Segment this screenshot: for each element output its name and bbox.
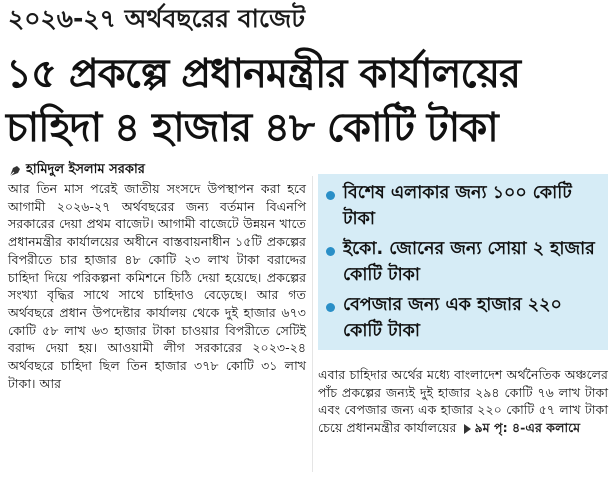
dot-bullet-icon bbox=[326, 191, 335, 200]
triangle-pointer-icon bbox=[464, 424, 471, 434]
article-body-right bbox=[318, 366, 608, 437]
body-paragraph-right bbox=[318, 366, 608, 437]
headline-line-2: চাহিদা ৪ হাজার ৪৮ কোটি টাকা bbox=[6, 105, 498, 151]
continuation-text: ৯ম পৃ: ৪-এর কলামে bbox=[474, 420, 581, 436]
highlight-item bbox=[318, 292, 608, 344]
dot-bullet-icon bbox=[326, 247, 335, 256]
highlight-text: ইকো. জোনের জন্য সোয়া ২ হাজার কোটি টাকা bbox=[343, 239, 595, 285]
body-paragraph-left: আর তিন মাস পরেই জাতীয় সংসদে উপস্থাপন করা হবে আগামী ২০২৬-২৭ অর্থবছরের জন্য বর্তমান বিএনপি সরকারের দেয়া প্রথম বাজেট। আগামী বাজেটে উন্নয়ন খাতে প্রধানমন্ত্রীর কার্যালয়ের অধীনে বাস্তবায়নাধীন ১৫টি প্রকল্পের বিপরীতে চার হাজার ৪৮ কোটি ২৩ লাখ টাকা বরাদ্দের চাহিদা দিয়ে পরিকল্পনা কমিশনে চিঠি দেয়া হয়েছে। প্রকল্পের সংখ্যা বৃদ্ধির সাথে সাথে চাহিদাও বেড়েছে। আর গত অর্থবছরে প্রধান উপদেষ্টার কার্যালয় থেকে দুই হাজার ৬৭৩ কোটি ৫৮ লাখ ৬৩ হাজার টাকা চাওয়ার বিপরীতে সেটিই বরাদ্দ দেয়া হয়। আওয়ামী লীগ সরকারের ২০২৩-২৪ অর্থবছরে চাহিদা ছিল তিন হাজার ৩৭৮ কোটি ৩১ লাখ টাকা। আর bbox=[8, 181, 306, 391]
headline-line-1: ১৫ প্রকল্পে প্রধানমন্ত্রীর কার্যালয়ের bbox=[6, 51, 521, 97]
body-right-text: এবার চাহিদার অর্থের মধ্যে বাংলাদেশ অর্থনৈতিক অঞ্চলের পাঁচ প্রকল্পের জন্যই দুই হাজার ২৯৪ কোটি ৭৬ লাখ টাকা এবং বেপজার জন্য এক হাজার ২২০ কোটি ৫৭ লাখ টাকা চেয়ে প্রধানমন্ত্রীর কার্যালয়ের bbox=[318, 367, 608, 436]
highlight-item bbox=[318, 236, 608, 288]
dot-bullet-icon bbox=[326, 303, 335, 312]
highlight-text: বিশেষ এলাকার জন্য ১০০ কোটি টাকা bbox=[343, 183, 572, 229]
highlights-box bbox=[318, 174, 608, 350]
pen-nib-icon bbox=[8, 164, 22, 178]
kicker: ২০২৬-২৭ অর্থবছরের বাজেট bbox=[8, 4, 305, 33]
highlight-item bbox=[318, 180, 608, 232]
highlight-text: বেপজার জন্য এক হাজার ২২০ কোটি টাকা bbox=[343, 295, 562, 341]
article-body-left bbox=[8, 180, 306, 392]
byline bbox=[8, 160, 145, 181]
continuation-link[interactable] bbox=[460, 420, 580, 435]
column-divider bbox=[312, 176, 313, 472]
byline-author: হামিদুল ইসলাম সরকার bbox=[26, 162, 145, 177]
